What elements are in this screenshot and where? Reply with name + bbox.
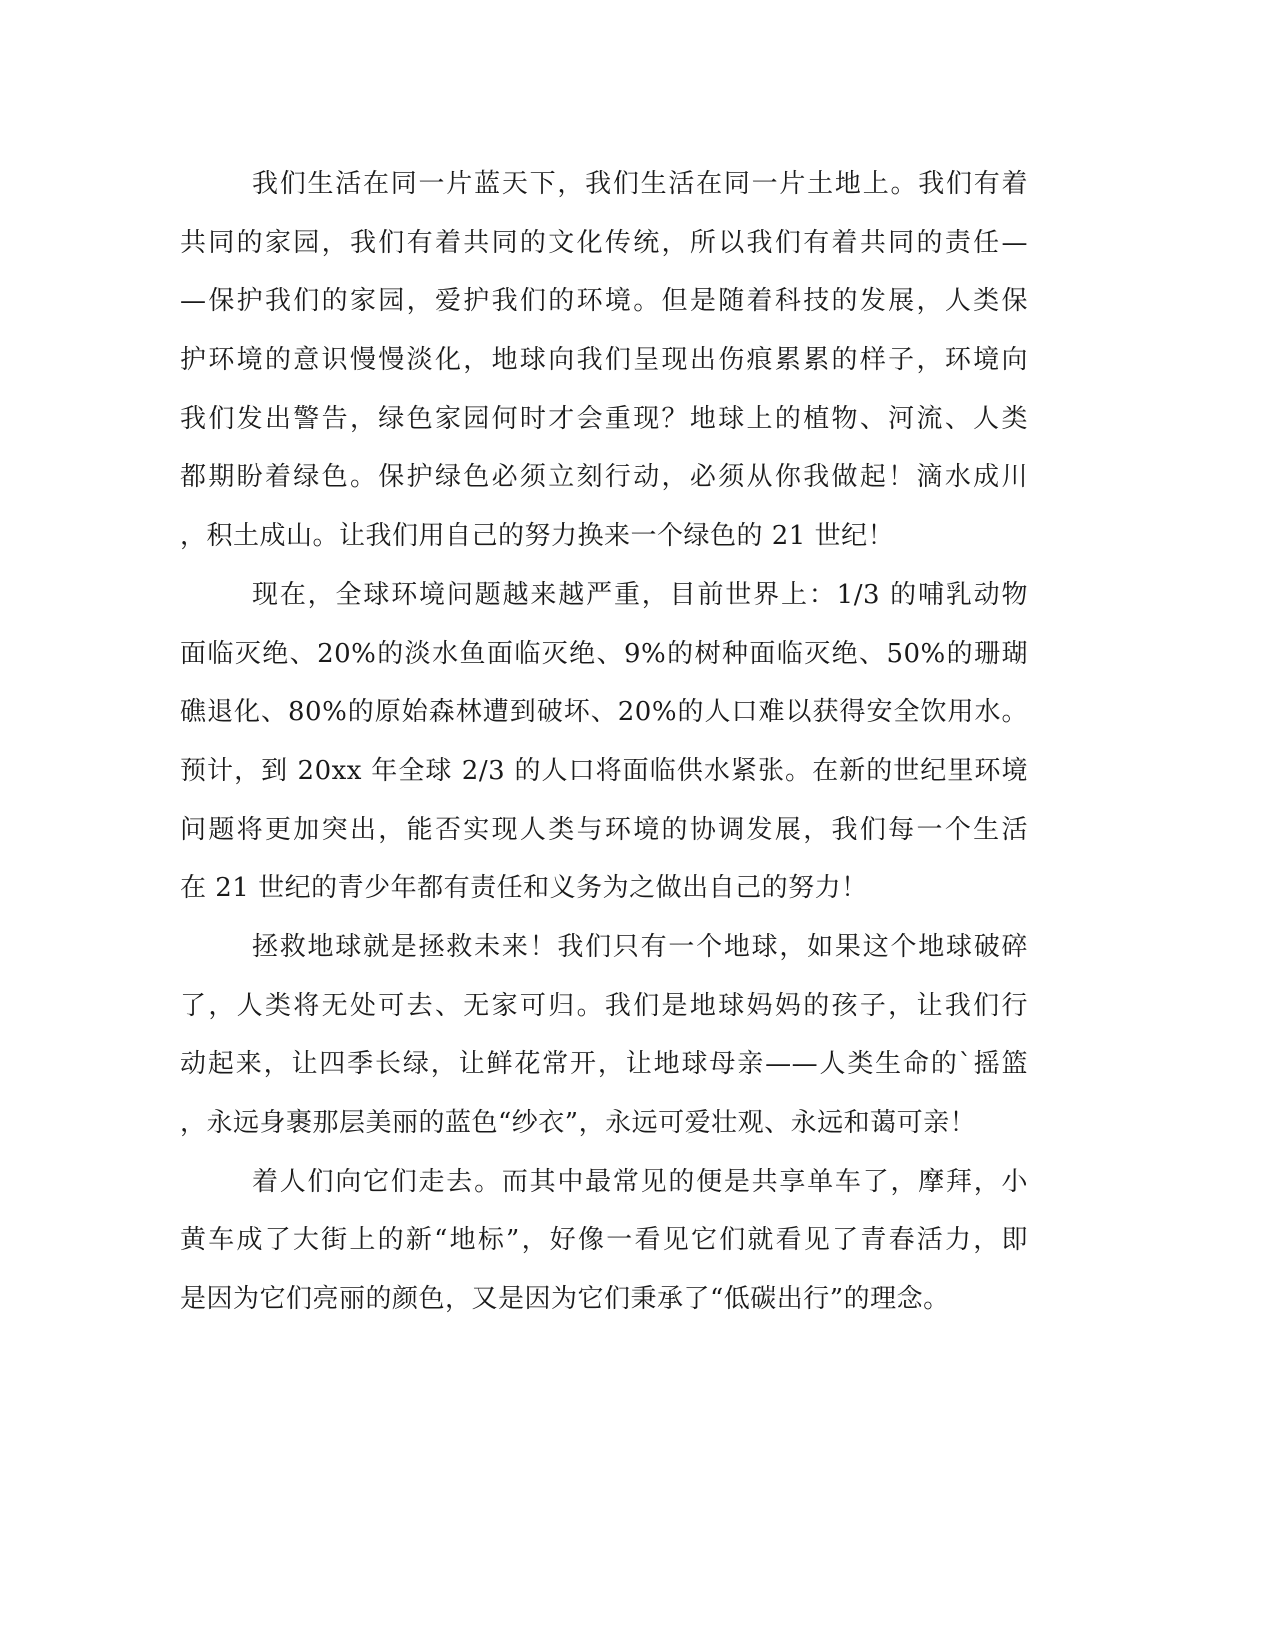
paragraph-line: 我们生活在同一片蓝天下，我们生活在同一片土地上。我们有着 xyxy=(252,169,1028,199)
paragraph-line: 拯救地球就是拯救未来！我们只有一个地球，如果这个地球破碎 xyxy=(252,931,1028,962)
paragraph-line: 都期盼着绿色。保护绿色必须立刻行动，必须从你我做起！滴水成川 xyxy=(180,462,1028,493)
paragraph-line: 黄车成了大街上的新“地标”，好像一看见它们就看见了青春活力，即 xyxy=(180,1225,1028,1256)
paragraph-line: —保护我们的家园，爱护我们的环境。但是随着科技的发展，人类保 xyxy=(180,286,1028,317)
paragraph-line: 是因为它们亮丽的颜色，又是因为它们秉承了“低碳出行”的理念。 xyxy=(180,1284,950,1315)
paragraph-line: 着人们向它们走去。而其中最常见的便是共享单车了，摩拜，小 xyxy=(252,1166,1028,1197)
paragraph-line: 护环境的意识慢慢淡化，地球向我们呈现出伤痕累累的样子，环境向 xyxy=(180,345,1028,376)
paragraph-line: 现在，全球环境问题越来越严重，目前世界上：1/3 的哺乳动物 xyxy=(252,579,1028,610)
paragraph-line: 我们发出警告，绿色家园何时才会重现？地球上的植物、河流、人类 xyxy=(180,403,1028,434)
paragraph-line: 问题将更加突出，能否实现人类与环境的协调发展，我们每一个生活 xyxy=(180,814,1028,845)
document-body xyxy=(180,155,1028,1329)
paragraph-4 xyxy=(180,1153,1028,1329)
paragraph-3 xyxy=(180,918,1028,1153)
paragraph-line: 在 21 世纪的青少年都有责任和义务为之做出自己的努力！ xyxy=(180,873,868,904)
paragraph-line: 预计，到 20xx 年全球 2/3 的人口将面临供水紧张。在新的世纪里环境 xyxy=(180,755,1028,786)
paragraph-line: 礁退化、80%的原始森林遭到破坏、20%的人口难以获得安全饮用水。 xyxy=(180,697,1028,728)
paragraph-line: 共同的家园，我们有着共同的文化传统，所以我们有着共同的责任— xyxy=(180,227,1028,258)
paragraph-1 xyxy=(180,155,1028,566)
paragraph-line: 动起来，让四季长绿，让鲜花常开，让地球母亲——人类生命的`摇篮 xyxy=(180,1049,1028,1080)
paragraph-line: 面临灭绝、20%的淡水鱼面临灭绝、9%的树种面临灭绝、50%的珊瑚 xyxy=(180,638,1028,669)
paragraph-2 xyxy=(180,566,1028,918)
paragraph-line: 了，人类将无处可去、无家可归。我们是地球妈妈的孩子，让我们行 xyxy=(180,990,1028,1021)
paragraph-line: ，永远身裹那层美丽的蓝色“纱衣”，永远可爱壮观、永远和蔼可亲！ xyxy=(180,1108,977,1138)
paragraph-line: ，积土成山。让我们用自己的努力换来一个绿色的 21 世纪！ xyxy=(180,521,895,552)
